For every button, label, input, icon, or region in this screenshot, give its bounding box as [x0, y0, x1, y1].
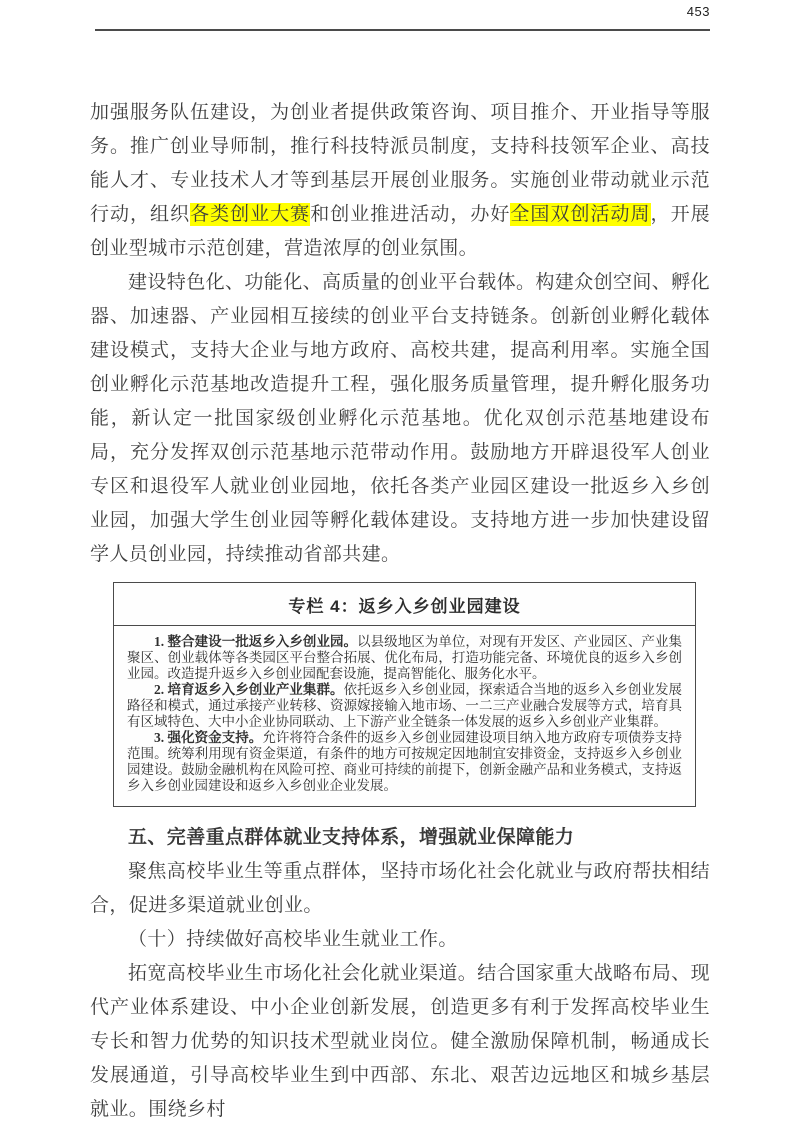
column-box-body — [114, 626, 695, 806]
paragraph-text: 和创业推进活动，办好 — [310, 204, 511, 225]
paragraph-platform-carriers: 建设特色化、功能化、高质量的创业平台载体。构建众创空间、孵化器、加速器、产业园相互接续的创业平台支持链条。创新创业孵化载体建设模式，支持大企业与地方政府、高校共建，提高利用率。实施全国创业孵化示范基地改造提升工程，强化服务质量管理，提升孵化服务功能，新认定一批国家级创业孵化示范基地。优化双创示范基地建设布局，充分发挥双创示范基地示范带动作用。鼓励地方开辟退役军人创业专区和退役军人就业创业园地，依托各类产业园区建设一批返乡入乡创业园，加强大学生创业园等孵化载体建设。支持地方进一步加快建设留学人员创业园，持续推动省部共建。 — [90, 272, 711, 565]
column-box-4 — [113, 582, 696, 807]
paragraph-graduate-employment: 拓宽高校毕业生市场化社会化就业渠道。结合国家重大战略布局、现代产业体系建设、中小企业创新发展，创造更多有利于发挥高校毕业生专长和智力优势的知识技术型就业岗位。健全激励保障机制，畅通成长发展通道，引导高校毕业生到中西部、东北、艰苦边远地区和城乡基层就业。围绕乡村 — [90, 963, 711, 1120]
box-item-lead: 3. 强化资金支持。 — [154, 730, 263, 745]
paragraph-service-team — [90, 96, 710, 266]
box-item-text: 允许将符合条件的返乡入乡创业园建设项目纳入地方政府专项债券支持范围。统筹利用现有资金渠道，有条件的地方可按规定因地制宜安排资金，支持返乡入乡创业园建设。鼓励金融机构在风险可控、商业可持续的前提下，创新金融产品和业务模式，支持返乡入乡创业园建设和返乡入乡创业企业发展。 — [127, 730, 683, 793]
box-item-text: 依托返乡入乡创业园，探索适合当地的返乡入乡创业发展路径和模式，通过承接产业转移、资源嫁接输入地市场、一二三产业融合发展等方式，培育具有区域特色、大中小企业协同联动、上下游产业全链条一体发展的返乡入乡创业产业集群。 — [127, 682, 683, 729]
section-heading-five: 五、完善重点群体就业支持体系，增强就业保障能力 — [128, 827, 575, 848]
box-item-industry-clusters — [127, 682, 682, 730]
paragraph-text: ，开展创业型城市示范创建，营造浓厚的创业氛围。 — [90, 204, 710, 259]
page-number: 453 — [686, 4, 710, 19]
highlight-national-innovation-week: 全国双创活动周 — [510, 204, 651, 225]
box-item-lead: 2. 培育返乡入乡创业产业集群。 — [154, 682, 344, 697]
box-item-funding-support — [127, 730, 682, 794]
box-item-integrate-parks — [127, 634, 682, 682]
document-content — [90, 96, 710, 1127]
paragraph-text: 加强服务队伍建设，为创业者提供政策咨询、项目推介、开业指导等服务。推广创业导师制，推行科技特派员制度，支持科技领军企业、高技能人才、专业技术人才等到基层开展创业服务。实施创业带动就业示范行动，组织 — [90, 102, 710, 225]
highlight-entrepreneurship-competitions: 各类创业大赛 — [190, 204, 311, 225]
paragraph-key-groups: 聚焦高校毕业生等重点群体，坚持市场化社会化就业与政府帮扶相结合，促进多渠道就业创业。 — [90, 861, 711, 916]
box-item-text: 以县级地区为单位，对现有开发区、产业园区、产业集聚区、创业载体等各类园区平台整合拓展、优化布局，打造功能完备、环境优良的返乡入乡创业园。改造提升返乡入乡创业园配套设施，提高智能化、服务化水平。 — [127, 634, 683, 681]
box-item-lead: 1. 整合建设一批返乡入乡创业园。 — [154, 634, 358, 649]
page-header — [95, 0, 710, 31]
paragraph-subsection-ten: （十）持续做好高校毕业生就业工作。 — [128, 929, 458, 950]
column-box-title: 专栏 4：返乡入乡创业园建设 — [114, 583, 695, 626]
